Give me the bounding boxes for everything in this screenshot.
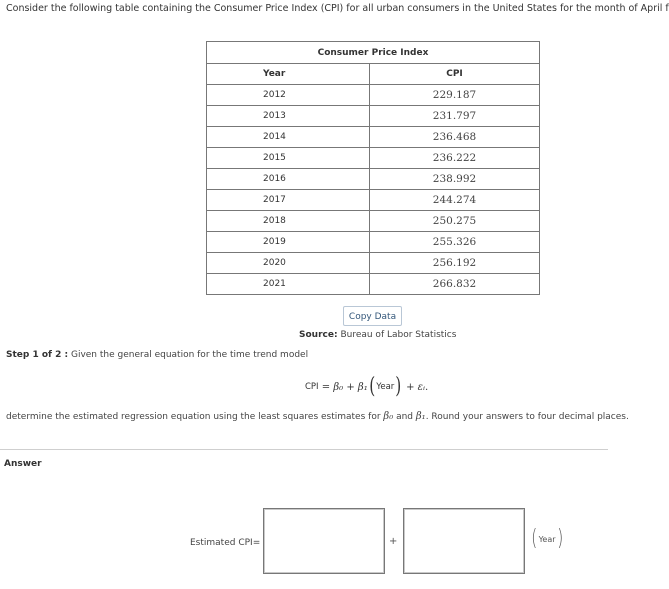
cpi-cell: 266.832	[370, 274, 540, 295]
cpi-cell: 236.468	[370, 127, 540, 148]
year-cell: 2021	[207, 274, 370, 295]
step-text: Given the general equation for the time trend model	[70, 350, 309, 360]
cpi-table-body	[207, 85, 540, 295]
copy-data-button[interactable]: Copy Data	[343, 306, 402, 326]
section-divider	[0, 449, 608, 450]
equation-paren-close: )	[395, 374, 402, 399]
equation-beta1: β₁	[357, 381, 368, 393]
instruction-part1: determine the estimated regression equation using the least squares estimates for	[6, 412, 381, 422]
cpi-cell: 238.992	[370, 169, 540, 190]
cpi-cell: 236.222	[370, 148, 540, 169]
instruction-text	[6, 411, 629, 422]
cpi-cell: 250.275	[370, 211, 540, 232]
table-row	[207, 274, 540, 295]
year-paren-open: (	[531, 526, 538, 551]
estimated-cpi-label: Estimated CPI=	[190, 538, 261, 548]
step-label: Step 1 of 2 :	[6, 350, 69, 360]
table-row	[207, 253, 540, 274]
year-cell: 2017	[207, 190, 370, 211]
year-cell: 2012	[207, 85, 370, 106]
year-cell: 2020	[207, 253, 370, 274]
year-term	[530, 528, 564, 550]
year-cell: 2013	[207, 106, 370, 127]
year-term-var: Year	[538, 534, 556, 544]
answer-label: Answer	[4, 459, 42, 469]
year-paren-close: )	[556, 526, 563, 551]
instruction-beta0: β₀	[383, 411, 394, 422]
cpi-cell: 256.192	[370, 253, 540, 274]
equation-error: εᵢ.	[417, 381, 429, 393]
column-header-cpi: CPI	[370, 64, 540, 85]
equation-equals: =	[321, 381, 331, 393]
equation-plus-1: +	[346, 381, 355, 393]
equation-paren-open: (	[368, 374, 376, 399]
table-row	[207, 190, 540, 211]
table-row	[207, 169, 540, 190]
table-caption: Consumer Price Index	[207, 42, 540, 64]
year-cell: 2015	[207, 148, 370, 169]
equation-var-year: Year	[376, 382, 395, 392]
source-line	[299, 330, 456, 340]
equation-lhs: CPI	[305, 382, 319, 392]
cpi-cell: 229.187	[370, 85, 540, 106]
equation-beta0: β₀	[333, 381, 344, 393]
plus-sign: +	[389, 536, 398, 547]
intercept-answer-input[interactable]	[263, 508, 385, 574]
table-row	[207, 85, 540, 106]
table-row	[207, 148, 540, 169]
problem-intro: Consider the following table containing the Consumer Price Index (CPI) for all urban consumers in the United States for the month of April f	[6, 3, 669, 14]
table-row	[207, 127, 540, 148]
cpi-cell: 231.797	[370, 106, 540, 127]
step-header	[6, 350, 308, 360]
table-row	[207, 211, 540, 232]
cpi-cell: 255.326	[370, 232, 540, 253]
trend-equation	[305, 376, 428, 398]
year-cell: 2014	[207, 127, 370, 148]
column-header-year: Year	[207, 64, 370, 85]
equation-plus-2: +	[406, 381, 415, 393]
cpi-table	[206, 41, 540, 295]
source-label: Source:	[299, 330, 338, 340]
year-cell: 2018	[207, 211, 370, 232]
table-row	[207, 106, 540, 127]
instruction-part2: . Round your answers to four decimal places.	[425, 412, 629, 422]
instruction-beta1: β₁	[415, 411, 426, 422]
year-cell: 2016	[207, 169, 370, 190]
instruction-and: and	[396, 412, 414, 422]
cpi-cell: 244.274	[370, 190, 540, 211]
source-value: Bureau of Labor Statistics	[340, 330, 457, 340]
year-cell: 2019	[207, 232, 370, 253]
table-row	[207, 232, 540, 253]
slope-answer-input[interactable]	[403, 508, 525, 574]
